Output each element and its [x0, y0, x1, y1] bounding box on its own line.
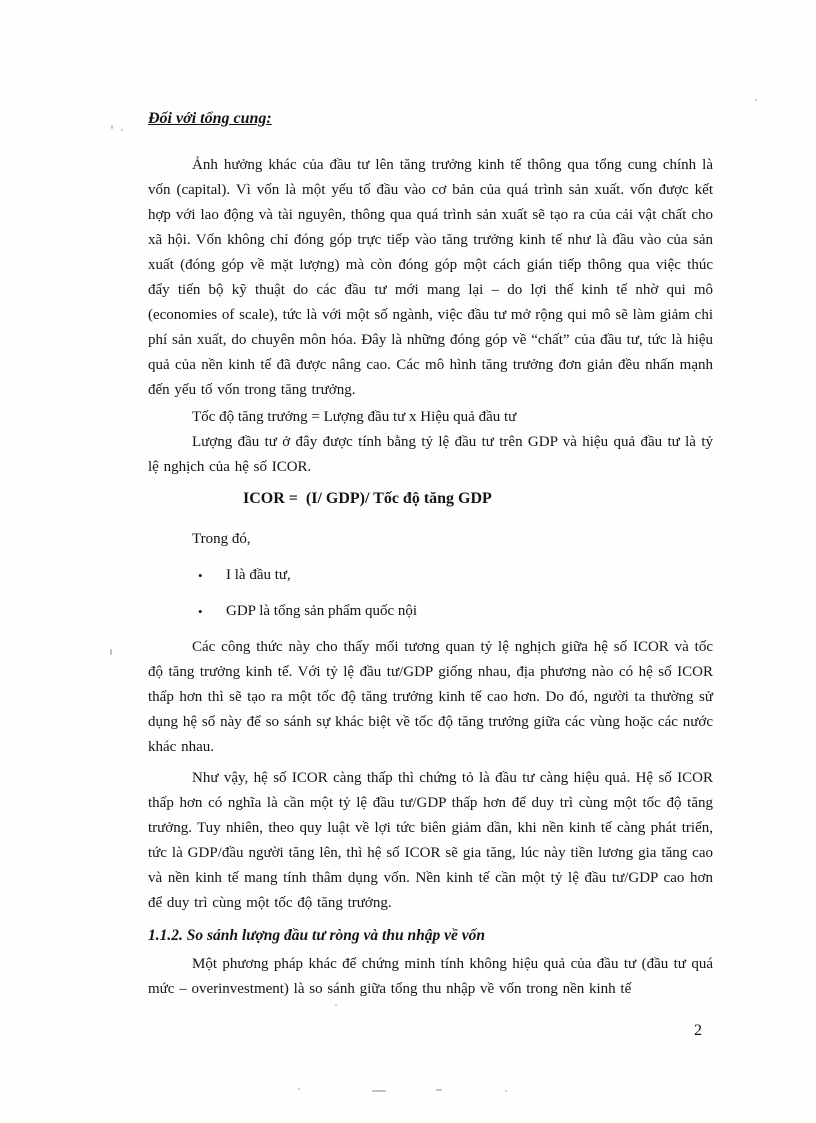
- scan-speck: [755, 99, 757, 101]
- paragraph-capital-role: Ảnh hưởng khác của đầu tư lên tăng trưởng kinh tế thông qua tổng cung chính là vốn (capital). Vì vốn là một yếu tố đầu vào cơ bản của quá trình sản xuất. vốn được kết hợp với lao động và tài nguyên, thông qua quá trình sản xuất sẽ tạo ra của cải vật chất cho xã hội. Vốn không chỉ đóng góp trực tiếp vào tăng trưởng kinh tế như là đầu vào của sản xuất (đóng góp về mặt lượng) mà còn đóng góp một cách gián tiếp thông qua việc thúc đẩy tiến bộ kỹ thuật do các đầu tư mới mang lại – do lợi thế kinh tế nhờ qui mô (economies of scale), tức là với một số ngành, việc đầu tư mở rộng qui mô sẽ làm giảm chi phí sản xuất, do chuyên môn hóa. Đây là những đóng góp về “chất” của đầu tư, tức là hiệu quả của nền kinh tế đã được nâng cao. Các mô hình tăng trưởng đơn giản đều nhấn mạnh đến yếu tố vốn trong tăng trưởng.: [148, 157, 713, 398]
- scan-speck: [298, 1088, 300, 1090]
- scan-speck: [121, 129, 123, 131]
- text-block: [148, 106, 713, 1002]
- bullet-icon: •: [198, 568, 203, 583]
- equation-growth-rate: Tốc độ tăng trưởng = Lượng đầu tư x Hiệu quả đầu tư: [192, 409, 517, 425]
- list-item: [198, 563, 713, 588]
- paragraph-investment-ratio: Lượng đầu tư ở đây được tính bằng tỷ lệ đầu tư trên GDP và hiệu quả đầu tư là tỷ lệ nghịch của hệ số ICOR.: [148, 434, 713, 475]
- scan-speck: [372, 1090, 386, 1092]
- heading-section-1-1-2: 1.1.2. So sánh lượng đầu tư ròng và thu nhập về vốn: [148, 927, 485, 944]
- scan-speck: [111, 125, 113, 129]
- where-label: Trong đó,: [192, 531, 251, 547]
- paragraph-icor-relation: Các công thức này cho thấy mối tương quan tỷ lệ nghịch giữa hệ số ICOR và tốc độ tăng trưởng kinh tế. Với tỷ lệ đầu tư/GDP giống nhau, địa phương nào có hệ số ICOR thấp hơn thì sẽ tạo ra một tốc độ tăng trưởng kinh tế cao hơn. Do đó, người ta thường sử dụng hệ số này để so sánh sự khác biệt về tốc độ tăng trưởng giữa các vùng hoặc các nước khác nhau.: [148, 639, 713, 755]
- bullet-text-investment: I là đầu tư,: [226, 567, 291, 583]
- formula-icor: ICOR = (I/ GDP)/ Tốc độ tăng GDP: [243, 490, 492, 507]
- heading-aggregate-supply: Đối với tổng cung:: [148, 110, 272, 127]
- page-number: 2: [694, 1022, 702, 1039]
- list-item: [198, 599, 713, 624]
- paragraph-net-investment: Một phương pháp khác để chứng minh tính không hiệu quả của đầu tư (đầu tư quá mức – overinvestment) là so sánh giữa tổng thu nhập về vốn trong nền kinh tế: [148, 956, 713, 997]
- scan-speck: [436, 1089, 442, 1091]
- scan-speck: [335, 1004, 337, 1006]
- bullet-text-gdp: GDP là tổng sản phẩm quốc nội: [226, 603, 418, 619]
- scan-speck: [505, 1090, 507, 1092]
- paragraph-icor-low-efficiency: Như vậy, hệ số ICOR càng thấp thì chứng tỏ là đầu tư càng hiệu quả. Hệ số ICOR thấp hơn có nghĩa là cần một tỷ lệ đầu tư/GDP thấp hơn để duy trì cùng một tốc độ tăng trưởng. Tuy nhiên, theo quy luật về lợi tức biên giảm dần, khi nền kinh tế càng phát triển, tức là GDP/đầu người tăng lên, thì hệ số ICOR sẽ gia tăng, lúc này tiền lương gia tăng cao và nền kinh tế mang tính thâm dụng vốn. Nền kinh tế cần một tỷ lệ đầu tư/GDP cao hơn để duy trì cùng một tốc độ tăng trưởng.: [148, 770, 713, 911]
- scan-speck: [110, 649, 112, 655]
- bullet-icon: •: [198, 604, 203, 619]
